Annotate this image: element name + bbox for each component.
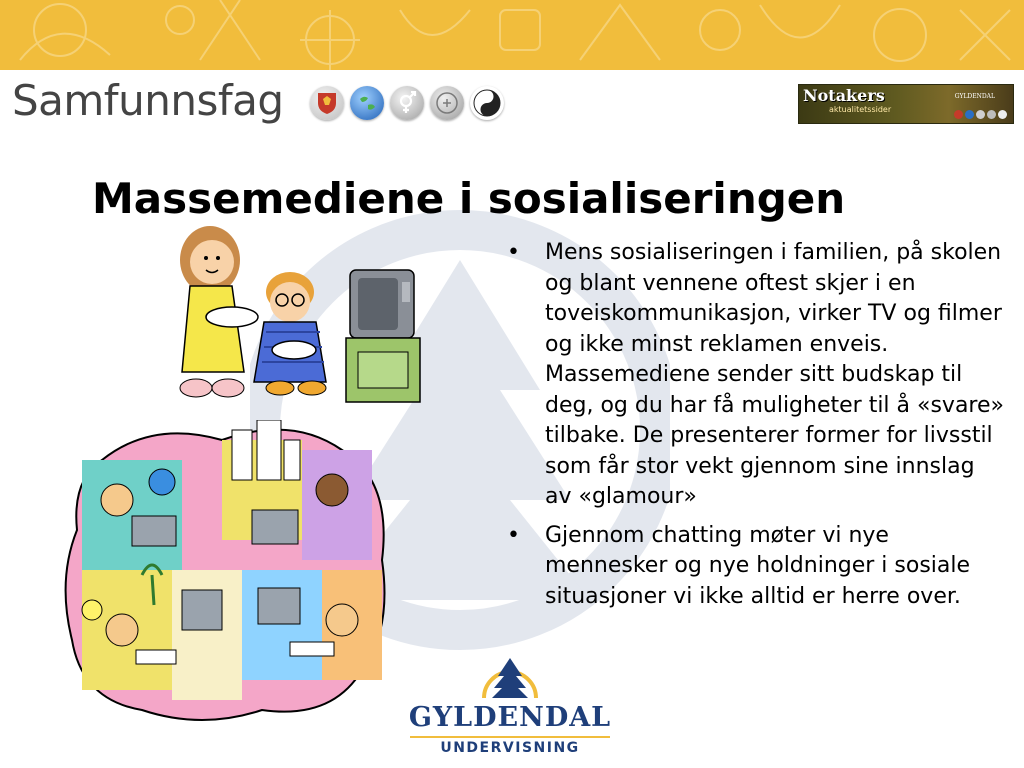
computer-users-collage (62, 420, 392, 725)
globe-icon[interactable] (350, 86, 384, 120)
notakers-subtitle: aktualitetssider (829, 105, 892, 114)
gender-symbol-icon[interactable] (390, 86, 424, 120)
topic-icons (310, 86, 504, 120)
bullet-list (507, 238, 1007, 620)
brand-title: Samfunnsfag (12, 76, 284, 125)
doodle-pattern (0, 0, 1024, 70)
gyldendal-tree-icon (400, 652, 620, 702)
coat-of-arms-icon[interactable] (310, 86, 344, 120)
gyldendal-logo (400, 652, 620, 762)
publisher-division: UNDERVISNING (440, 740, 580, 756)
notakers-brand: GYLDENDAL (954, 93, 995, 100)
bullet-item: • Mens sosialiseringen i familien, på skolen og blant vennene oftest skjer i en toveiskommunikasjon, virker TV og filmer og ikke minst reklamen enveis. Massemediene sender sitt budskap til deg, og du har få muligheter til å «svare» tilbake. De presenterer former for livsstil som får stor vekt gjennom sine innslag av «glamour» (507, 238, 1007, 513)
coin-icon[interactable] (430, 86, 464, 120)
family-tv-clipart (170, 222, 440, 412)
slide-title: Massemediene i sosialiseringen (92, 174, 846, 223)
publisher-name: GYLDENDAL (408, 702, 612, 733)
publisher-divider (410, 736, 610, 738)
bullet-item: • Gjennom chatting møter vi nye mennesker og nye holdninger i sosiale situasjoner vi ikke alltid er herre over. (507, 521, 1007, 613)
notakers-topic-dots (954, 110, 1007, 119)
yin-yang-icon[interactable] (470, 86, 504, 120)
notakers-banner[interactable] (798, 84, 1014, 124)
notakers-title: Notakers (803, 86, 885, 105)
decorative-top-band (0, 0, 1024, 70)
